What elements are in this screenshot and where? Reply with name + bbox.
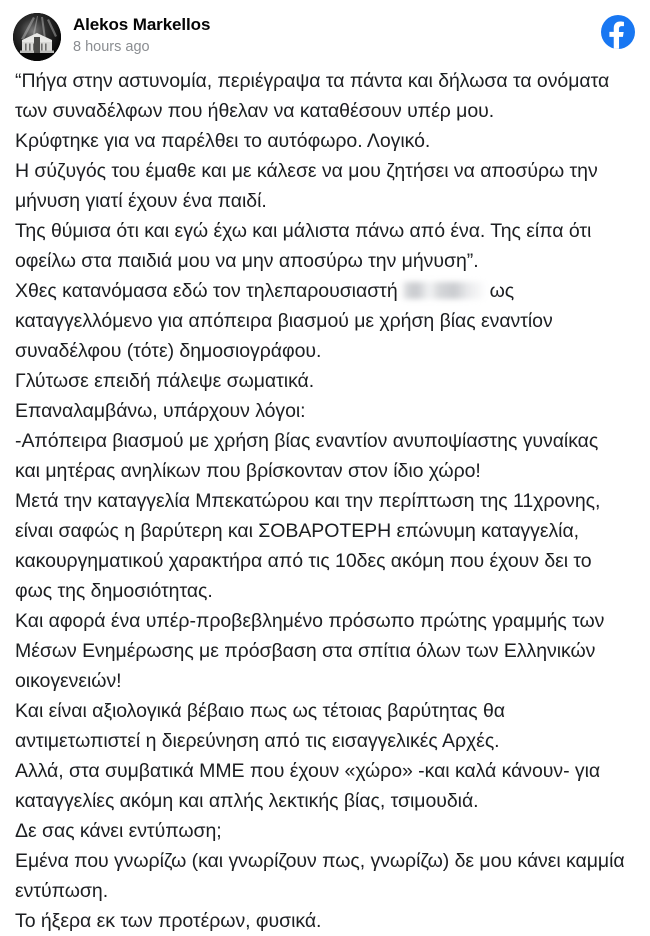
post-line: Δε σας κάνει εντύπωση; <box>15 820 222 842</box>
avatar[interactable] <box>13 13 61 61</box>
post-line: Κρύφτηκε για να παρέλθει το αυτόφωρο. Λογικό. <box>15 130 431 152</box>
post-line: οφείλω στα παιδιά μου να μην αποσύρω την μήνυση”. <box>15 250 479 272</box>
post-author-block <box>73 12 210 57</box>
building-night-photo-avatar-icon <box>13 13 61 61</box>
post-line: “Πήγα στην αστυνομία, περιέγραψα τα πάντα και δήλωσα τα ονόματα <box>15 70 610 92</box>
post-line: Γλύτωσε επειδή πάλεψε σωματικά. <box>15 370 315 392</box>
post-line: των συναδέλφων που ήθελαν να καταθέσουν υπέρ μου. <box>15 100 495 122</box>
post-line: κακουργηματικού χαρακτήρα από τις 10δες ακόμη που έχουν δει το <box>15 550 592 572</box>
post-line: Επαναλαμβάνω, υπάρχουν λόγοι: <box>15 400 306 422</box>
post-line: εντύπωση. <box>15 880 109 902</box>
post-timestamp[interactable]: 8 hours ago <box>73 39 150 55</box>
post-line: -Απόπειρα βιασμού με χρήση βίας εναντίον ανυποψίαστης γυναίκας <box>15 430 599 452</box>
post-line: καταγγελίες ακόμη και απλής λεκτικής βίας, τσιμουδιά. <box>15 790 479 812</box>
post-line: καταγγελλόμενο για απόπειρα βιασμού με χρήση βίας εναντίον <box>15 310 553 332</box>
blurred-name-redaction <box>401 282 487 299</box>
post-line: Και αφορά ένα υπέρ-προβεβλημένο πρόσωπο πρώτης γραμμής των <box>15 610 605 632</box>
post-line: και μητέρας ανηλίκων που βρίσκονταν στον ίδιο χώρο! <box>15 460 481 482</box>
post-line: μήνυση γιατί έχουν ένα παιδί. <box>15 190 267 212</box>
author-name[interactable]: Alekos Markellos <box>73 15 211 34</box>
post-header <box>0 0 650 66</box>
post-line: είναι σαφώς η βαρύτερη και ΣΟΒΑΡΟΤΕΡΗ επώνυμη καταγγελία, <box>15 520 580 542</box>
post-line: Μέσων Ενημέρωσης με πρόσβαση στα σπίτια όλων των Ελληνικών <box>15 640 596 662</box>
post-line: φως της δημοσιότητας. <box>15 580 213 602</box>
post-line: Εμένα που γνωρίζω (και γνωρίζουν πως, γνωρίζω) δε μου κάνει καμμία <box>15 850 625 872</box>
facebook-logo-icon <box>601 15 635 49</box>
post-line-text: Χθες κατανόμασα εδώ τον τηλεπαρουσιαστή <box>15 280 398 302</box>
post-line-text-suffix: ως <box>489 280 515 302</box>
post-line: Η σύζυγός του έμαθε και με κάλεσε να μου ζητήσει να αποσύρω την <box>15 160 598 182</box>
post-line: συναδέλφου (τότε) δημοσιογράφου. <box>15 340 322 362</box>
post-line: Και είναι αξιολογικά βέβαιο πως ως τέτοιας βαρύτητας θα <box>15 700 506 722</box>
post-line: Της θύμισα ότι και εγώ έχω και μάλιστα πάνω από ένα. Της είπα ότι <box>15 220 592 242</box>
post-line: Το ήξερα εκ των προτέρων, φυσικά. <box>15 910 322 932</box>
post-line: Μετά την καταγγελία Μπεκατώρου και την περίπτωση της 11χρονης, <box>15 490 601 512</box>
post-line: οικογενειών! <box>15 670 122 692</box>
post-line: αντιμετωπιστεί η διερεύνηση από τις εισαγγελικές Αρχές. <box>15 730 500 752</box>
post-line-with-redaction <box>15 276 636 306</box>
post-line: Αλλά, στα συμβατικά ΜΜΕ που έχουν «χώρο» -και καλά κάνουν- για <box>15 760 601 782</box>
post-body <box>0 66 650 936</box>
